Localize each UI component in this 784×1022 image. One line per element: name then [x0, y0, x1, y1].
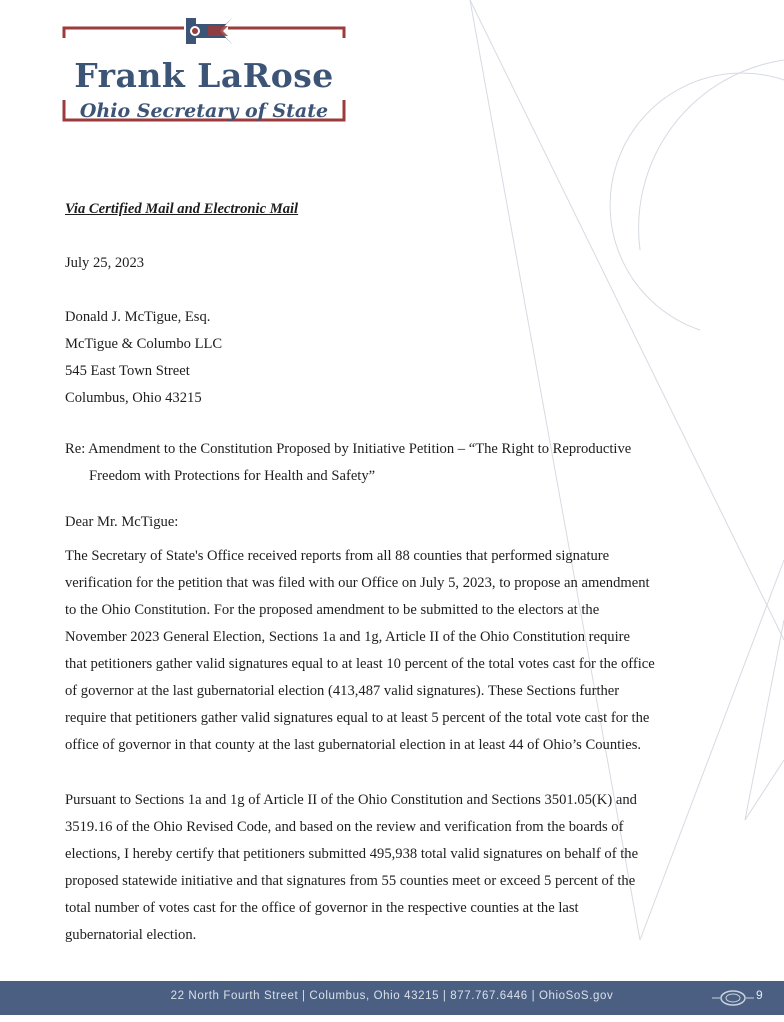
paragraph-line: total number of votes cast for the office of governor in the respective counties at the last [65, 900, 579, 916]
paragraph-line: The Secretary of State's Office received reports from all 88 counties that performed signature [65, 548, 610, 564]
page-footer [0, 981, 784, 1015]
subject-line-2: Freedom with Protections for Health and Safety” [89, 468, 376, 484]
delivery-method: Via Certified Mail and Electronic Mail [65, 201, 299, 217]
recipient-name: Donald J. McTigue, Esq. [65, 309, 211, 325]
recipient-city: Columbus, Ohio 43215 [65, 390, 202, 406]
paragraph-line: of governor at the last gubernatorial election (413,487 valid signatures). These Sections further [65, 683, 620, 699]
footer-address: 22 North Fourth Street | Columbus, Ohio 43215 | 877.767.6446 | OhioSoS.gov [170, 990, 614, 1002]
recipient-firm: McTigue & Columbo LLC [65, 336, 223, 352]
paragraph-line: to the Ohio Constitution. For the proposed amendment to be submitted to the electors at the [65, 602, 600, 618]
recipient-address [65, 304, 705, 412]
paragraph-line: 3519.16 of the Ohio Revised Code, and based on the review and verification from the boards of [65, 819, 624, 835]
paragraph-line: office of governor in that county at the last gubernatorial election in at least 44 of Ohio’s Counties. [65, 737, 642, 753]
subject-line-1: Re: Amendment to the Constitution Proposed by Initiative Petition – “The Right to Reproductive [65, 441, 632, 457]
recipient-street: 545 East Town Street [65, 363, 190, 379]
body-paragraph-2 [65, 787, 705, 949]
salutation: Dear Mr. McTigue: [65, 514, 179, 530]
page-number: 9 [756, 988, 763, 1002]
subject-line [65, 436, 705, 490]
letterhead-name: Frank LaRose [74, 56, 334, 95]
paragraph-line: gubernatorial election. [65, 927, 197, 943]
ohio-flag-icon [186, 18, 232, 44]
paragraph-line: elections, I hereby certify that petitioners submitted 495,938 total valid signatures on behalf of the [65, 846, 639, 862]
paragraph-line: require that petitioners gather valid signatures equal to at least 5 percent of the total vote cast for the [65, 710, 650, 726]
letterhead-logo [62, 16, 346, 124]
paragraph-line: that petitioners gather valid signatures equal to at least 10 percent of the total votes cast for the office [65, 656, 655, 672]
paragraph-line: November 2023 General Election, Sections 1a and 1g, Article II of the Ohio Constitution require [65, 629, 630, 645]
letter-date: July 25, 2023 [65, 255, 145, 271]
body-paragraph-1 [65, 543, 705, 759]
letterhead-title: Ohio Secretary of State [79, 100, 329, 122]
paragraph-line: Pursuant to Sections 1a and 1g of Article II of the Ohio Constitution and Sections 3501.05(K) and [65, 792, 637, 808]
seal-icon [712, 988, 754, 1008]
paragraph-line: verification for the petition that was filed with our Office on July 5, 2023, to propose an amendment [65, 575, 650, 591]
paragraph-line: proposed statewide initiative and that signatures from 55 counties meet or exceed 5 percent of the [65, 873, 636, 889]
